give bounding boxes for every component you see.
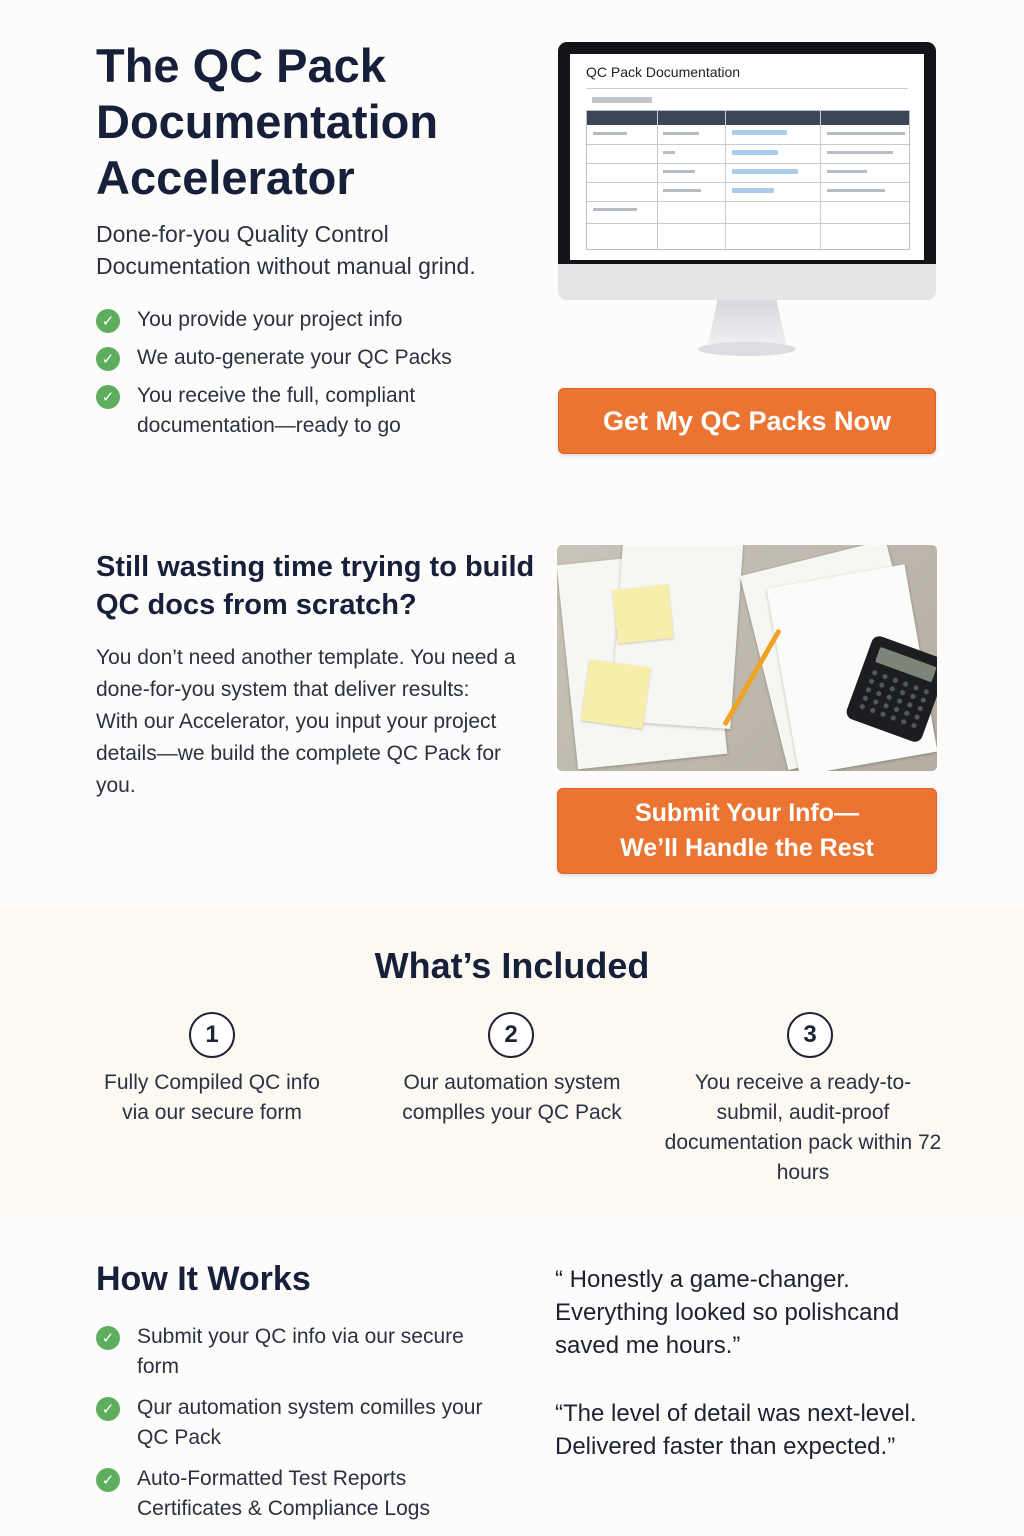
hero-benefits-list — [96, 305, 516, 449]
screen-title: QC Pack Documentation — [586, 64, 741, 80]
step-number-badge: 2 — [488, 1012, 534, 1058]
how-it-works-title: How It Works — [96, 1260, 311, 1298]
table-divider — [587, 223, 909, 224]
monitor-bezel — [558, 264, 936, 300]
table-divider — [725, 111, 726, 249]
step-text: Our automation system complles your QC Pack — [402, 1071, 622, 1124]
monitor-screen-frame — [558, 42, 936, 264]
step-text: Qur automation system comilles your QC Pack — [137, 1396, 483, 1449]
hero-subtitle: Done-for-you Quality Control Documentation without manual grind. — [96, 221, 476, 279]
table-text — [593, 132, 627, 135]
get-qc-packs-button[interactable]: Get My QC Packs Now — [558, 388, 936, 454]
how-it-works-list — [96, 1322, 496, 1535]
table-text — [827, 170, 867, 173]
hero-title: The QC Pack Documentation Accelerator — [96, 39, 439, 204]
table-text — [663, 151, 675, 154]
list-item — [96, 381, 516, 441]
table-text — [663, 189, 701, 192]
benefit-text: You provide your project info — [137, 308, 403, 331]
list-item — [96, 1464, 496, 1524]
submit-info-line2: We’ll Handle the Rest — [620, 834, 874, 862]
table-text — [593, 208, 637, 211]
submit-info-button[interactable] — [557, 788, 937, 874]
table-text — [827, 132, 905, 135]
included-section — [0, 910, 1024, 1215]
table-divider — [820, 111, 821, 249]
table-divider — [657, 111, 658, 249]
pain-body: You don’t need another template. You need a done-for-you system that deliver results: With our Accelerator, you input your project details—we build the complete QC Pack for you. — [96, 646, 516, 797]
step-text: Auto-Formatted Test Reports Certificates & Compliance Logs — [137, 1467, 430, 1520]
step-number-badge: 3 — [787, 1012, 833, 1058]
table-bar — [732, 150, 778, 155]
included-title: What’s Included — [374, 945, 650, 986]
pain-section — [0, 490, 1024, 910]
step-number-badge: 1 — [189, 1012, 235, 1058]
list-item — [96, 305, 516, 335]
table-text — [663, 170, 695, 173]
table-divider — [587, 182, 909, 183]
table-text — [827, 151, 893, 154]
paperwork-photo — [557, 545, 937, 771]
screen-table-header — [587, 111, 909, 125]
check-circle-icon: ✓ — [96, 385, 120, 409]
screen-subtitle-line — [592, 97, 652, 103]
check-circle-icon: ✓ — [96, 347, 120, 371]
step-text: You receive a ready-to-submil, audit-proof documentation pack within 72 hours — [664, 1071, 942, 1184]
monitor-base — [698, 342, 796, 356]
benefit-text: We auto-generate your QC Packs — [137, 346, 452, 369]
table-text — [827, 189, 885, 192]
sticky-note — [581, 659, 651, 729]
step-text: Fully Compiled QC info via our secure form — [104, 1071, 320, 1124]
testimonial-quote: “The level of detail was next-level. Delivered faster than expected.” — [555, 1400, 917, 1460]
screen-divider — [586, 88, 908, 89]
table-bar — [732, 169, 798, 174]
benefit-text: You receive the full, compliant documentation—ready to go — [137, 384, 416, 437]
table-bar — [732, 130, 787, 135]
list-item — [96, 1393, 496, 1453]
table-divider — [587, 144, 909, 145]
table-bar — [732, 188, 774, 193]
submit-info-line1: Submit Your Info— — [634, 799, 860, 827]
monitor-stand — [708, 300, 786, 344]
table-divider — [587, 163, 909, 164]
table-divider — [587, 201, 909, 202]
monitor-illustration — [558, 42, 936, 360]
screen-table — [586, 110, 910, 250]
check-circle-icon: ✓ — [96, 1468, 120, 1492]
list-item — [96, 343, 516, 373]
check-circle-icon: ✓ — [96, 309, 120, 333]
testimonial-quote: “ Honestly a game-changer. Everything looked so polishcand saved me hours.” — [555, 1266, 900, 1359]
check-circle-icon: ✓ — [96, 1397, 120, 1421]
sticky-note — [612, 584, 673, 644]
pain-title: Still wasting time trying to build QC docs from scratch? — [96, 551, 535, 621]
step-text: Submit your QC info via our secure form — [137, 1325, 464, 1378]
how-it-works-section — [0, 1215, 1024, 1536]
check-circle-icon: ✓ — [96, 1326, 120, 1350]
list-item — [96, 1322, 496, 1382]
hero-section — [0, 0, 1024, 490]
table-text — [663, 132, 699, 135]
monitor-screen — [570, 54, 924, 260]
